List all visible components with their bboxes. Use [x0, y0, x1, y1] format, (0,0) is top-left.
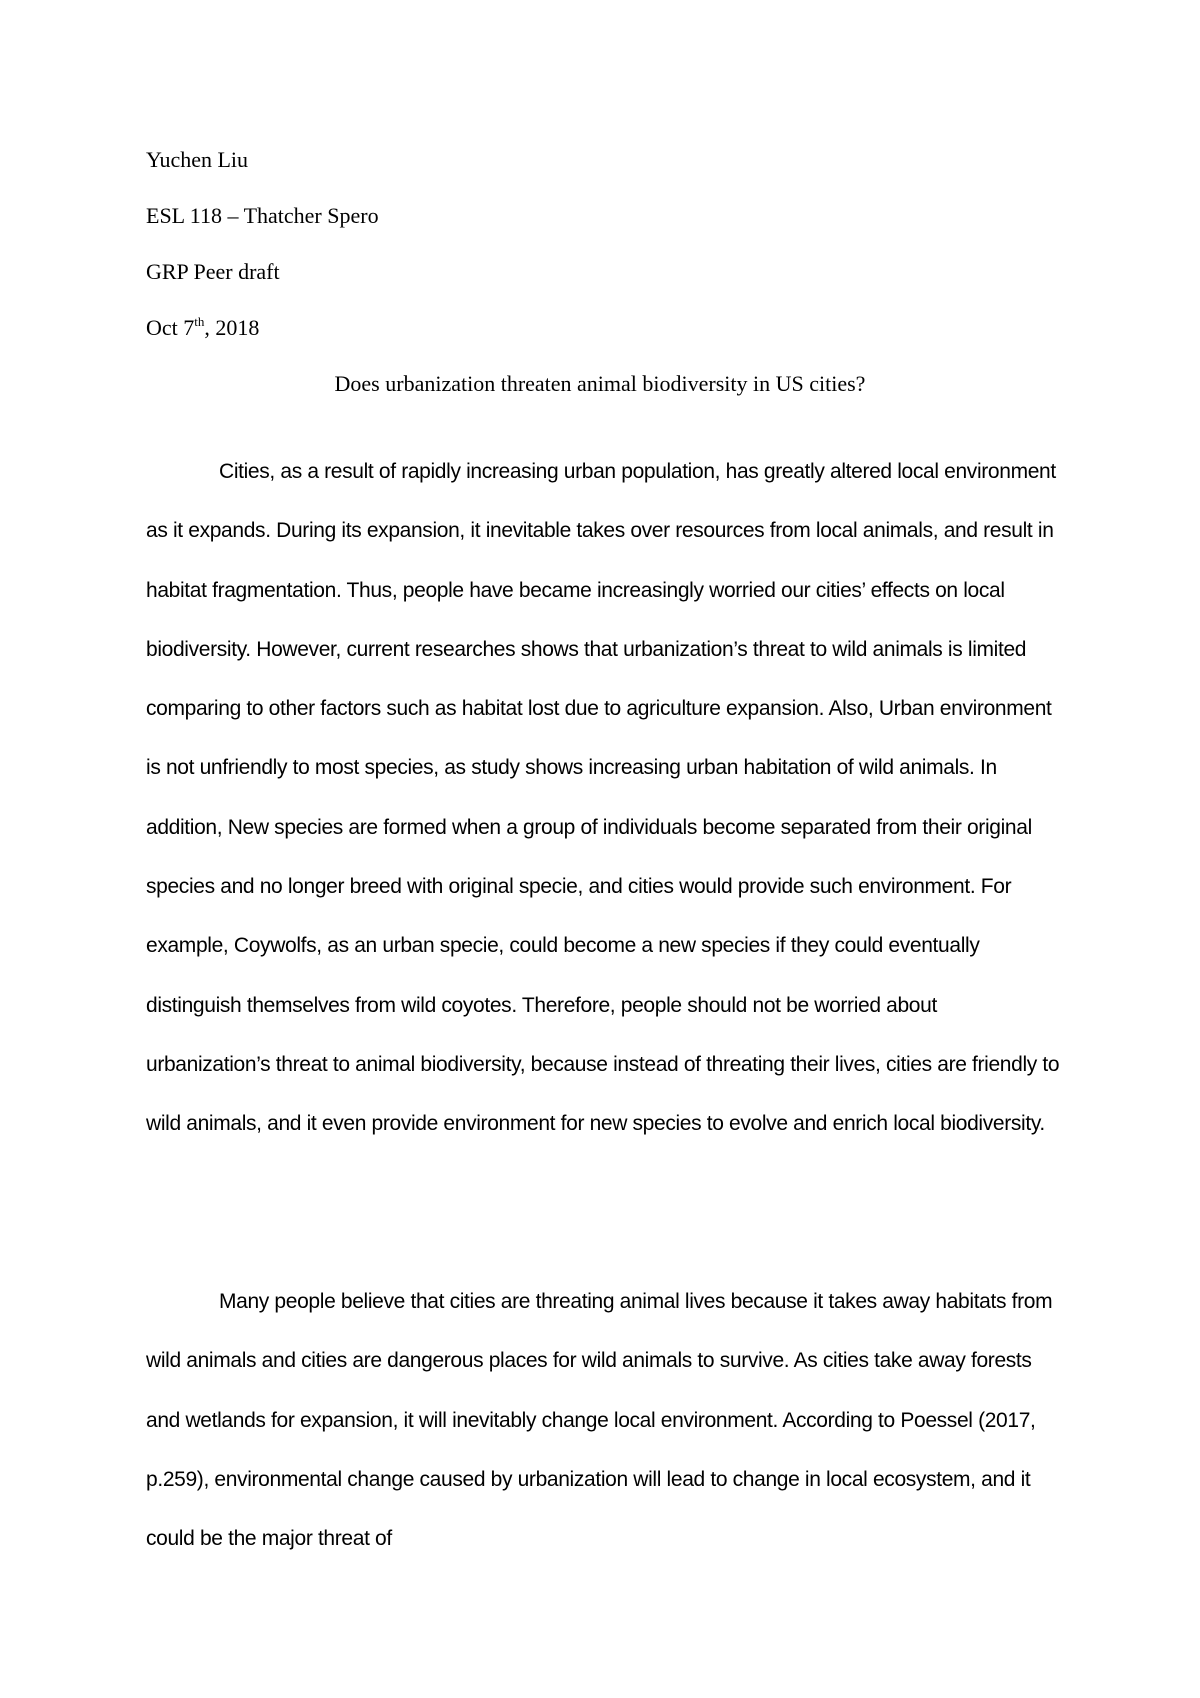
course-line: ESL 118 – Thatcher Spero [146, 203, 379, 228]
essay-title: Does urbanization threaten animal biodiversity in US cities? [334, 371, 866, 396]
assignment-line: GRP Peer draft [146, 259, 280, 284]
paragraph-2 [146, 1272, 1061, 1568]
date-prefix: Oct 7 [146, 315, 195, 340]
paragraph-2-text: Many people believe that cities are threating animal lives because it takes away habitats from wild animals and cities are dangerous places for wild animals to survive. As cities take away forests and wetlands for expansion, it will inevitably change local environment. According to Poessel (2017, p.259), environmental change caused by urbanization will lead to change in local ecosystem, and it could be the major threat of [146, 1290, 1053, 1551]
author-name: Yuchen Liu [146, 147, 249, 172]
paragraph-1 [146, 442, 1061, 1154]
date-suffix: , 2018 [204, 315, 260, 340]
paragraph-1-text: Cities, as a result of rapidly increasing urban population, has greatly altered local environment as it expands. During its expansion, it inevitable takes over resources from local animals, and result in habitat fragmentation. Thus, people have became increasingly worried our cities’ effects on local biodiversity. However, current researches shows that urbanization’s threat to wild animals is limited comparing to other factors such as habitat lost due to agriculture expansion. Also, Urban environment is not unfriendly to most species, as study shows increasing urban habitation of wild animals. In addition, New species are formed when a group of individuals become separated from their original species and no longer breed with original specie, and cities would provide such environment. For example, Coywolfs, as an urban specie, could become a new species if they could eventually distinguish themselves from wild coyotes. Therefore, people should not be worried about urbanization’s threat to animal biodiversity, because instead of threating their lives, cities are friendly to wild animals, and it even provide environment for new species to evolve and enrich local biodiversity. [146, 460, 1060, 1136]
date-line [146, 314, 259, 342]
date-superscript: th [194, 314, 205, 329]
